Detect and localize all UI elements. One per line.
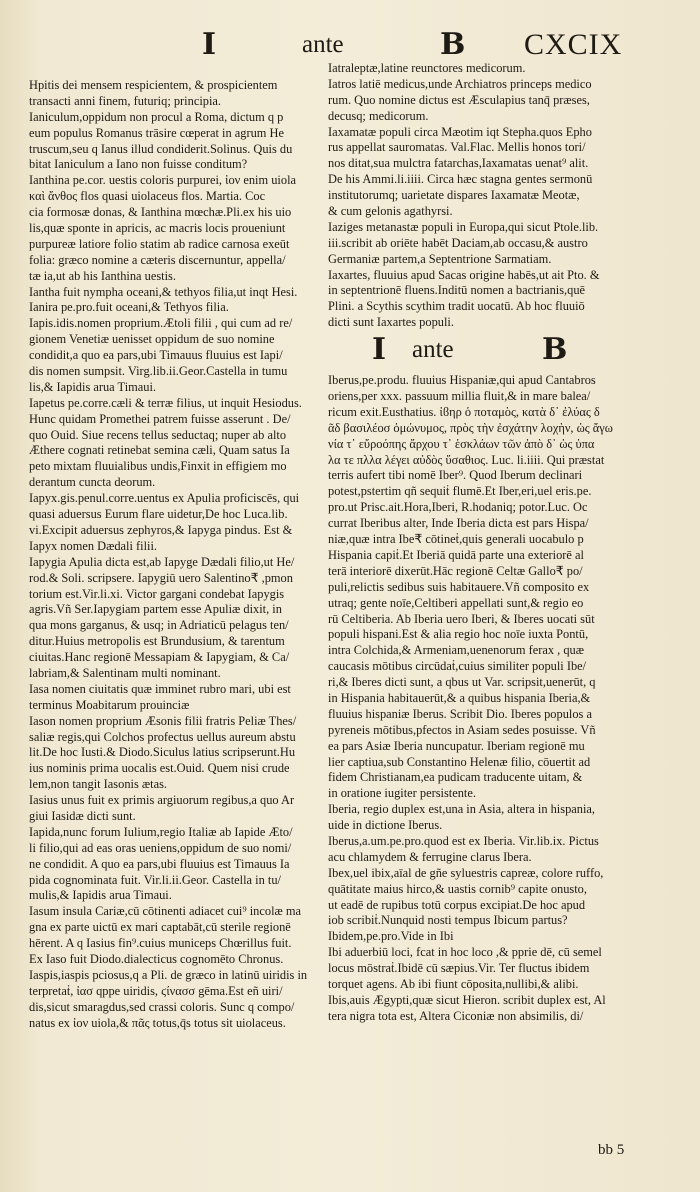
left-text-line: mulis,& Iapidis arua Timaui. (29, 888, 172, 903)
left-text-line: Iasa nomen ciuitatis quæ imminet rubro mari, ubi est (29, 681, 291, 696)
right-text-line: potest,pstertim qñ sequiṫ flumē.Et Iber,eri,uel eris.pe. (328, 484, 592, 499)
subheading-letter: B (542, 332, 568, 368)
right-text-line: in oratione iugiter persistente. (328, 786, 476, 801)
left-text-line: lem,non tangit Iasonis ætas. (29, 777, 168, 792)
right-text-line: Iberia, regio duplex est,una in Asia, altera in hispania, (328, 802, 596, 817)
right-text-line: Ibis,auis Ægypti,quæ sicut Hieron. scribit duplex est, Al (328, 992, 606, 1007)
right-text-line: acu chlamydem & ferrugine clarus Ibera. (328, 849, 532, 864)
right-text-line: ea pars Asiæ Iberia nuncupatur. Iberiam regionē mu (328, 738, 585, 753)
left-text-line: labriam,& Salentinam multi nominant. (29, 665, 221, 680)
left-text-line: Ianthina pe.cor. uestis coloris purpurei, ἰον enim uiola (29, 173, 297, 188)
left-text-line: rod.& Soli. scripsere. Iapygiū uero Salentino₹ ,pmon (29, 570, 293, 585)
right-text-line: utraq; gente noīe,Celtiberi appellati sunt,& regio eo (328, 595, 584, 610)
left-text-line: Ex Iaso fuit Diodo.dialecticus cognomēto Chronus. (29, 951, 284, 966)
left-text-line: gionem Venetiæ uenisset oppidum de suo nomine (29, 332, 275, 347)
right-text-line: Iaxartes, fluuius apud Sacas origine habēs,ut ait Pto. & (328, 267, 600, 282)
right-text-line: pyreneis mōtibus,pfectos in Asiam sedes posuisse. Vñ (328, 722, 596, 737)
left-text-line: giui Iasidæ dicti sunt. (29, 808, 136, 823)
right-text-line: locus mōstraṫ.Ibidē cū sæpius.Vir. Ter fluctus ibidem (328, 961, 590, 976)
right-text-line: rum. Quo nomine dictus est Æsculapius tanq̄ præses, (328, 92, 590, 107)
left-text-line: peto mixtam fluuialibus undis,Finxit in effigiem mo (29, 459, 287, 474)
right-text-line: Iberus,pe.produ. fluuius Hispaniæ,qui apud Cantabros (328, 373, 596, 388)
left-text-line: Iapyx.gis.penul.corre.uentus ex Apulia proficiscēs, qui (29, 491, 300, 506)
left-text-line: transacti anni finem, futuriq; principia. (29, 93, 221, 108)
right-text-line: quātitate maius hirco,& uastis cornib⁹ capite onusto, (328, 881, 587, 896)
left-text-line: purpureæ latiore folio statim ab radice carnosa exeūt (29, 236, 290, 251)
left-text-line: gna ex parte uictū ex mari captabāt,cū sterile regionē (29, 920, 291, 935)
left-text-line: dis,sicut smaragdus,sed crassi coloris. Sunc q compo/ (29, 999, 295, 1014)
right-text-line: Plini. a Scythis scythim tradit uocatū. Ab hoc fluuiō (328, 299, 585, 314)
left-text-line: derantum cuncta deorum. (29, 475, 156, 490)
left-text-line: vi.Excipit aduersus zephyros,& Iapyga pindus. Est & (29, 522, 293, 537)
left-text-line: agris.Vñ Ser.Iapygiam partem esse Apuliæ dixit, in (29, 602, 282, 617)
left-text-line: condidit,a quo ea pars,ubi Timauus fluuius est Iapi/ (29, 348, 283, 363)
right-text-line: populi hispani.Est & alia regio hoc noīe iuxta Pontū, (328, 627, 589, 642)
left-text-line: Iapida,nunc forum Iulium,regio Italiæ ab Iapide Æto/ (29, 824, 293, 839)
right-text-line: iii.scribit ab oriēte habēt Daciam,ab occasu,& austro (328, 235, 588, 250)
left-text-line: Iasius unus fuit ex primis argiuorum regibus,a quo Ar (29, 793, 295, 808)
right-text-line: ᾶδ βασιλέοσ ὁμώνυμος, πρὸς τὴν ἐσχάτην λοχὴν, ὡς ἄγω (328, 420, 613, 435)
right-text-line: Germaniæ partem,a Septentrione Sarmatiam. (328, 251, 552, 266)
right-text-line: Ibex,uel ibix,aīal de gñe syluestris capreæ, colore ruffo, (328, 865, 604, 880)
left-text-line: lis,& Iapidis arua Timaui. (29, 379, 157, 394)
left-text-line: ditur.Huius metropolis est Brundusium, & tarentum (29, 634, 285, 649)
left-text-line: truscum,seu q Ianus illud condiderit.Solinus. Quis du (29, 141, 293, 156)
right-text-line: Iatraleptæ,latine reunctores medicorum. (328, 61, 526, 75)
right-text-line: fidem Christianam,ea pudicam traducente uitam, & (328, 770, 583, 785)
right-text-line: Iaxamatæ populi circa Mæotim iqt Stepha.quos Epho (328, 124, 592, 139)
right-text-line: puli,relictis sedibus suis habitauere.Vñ composito ex (328, 579, 590, 594)
left-text-line: quasi aduersus Eurum flare uidetur,De hoc Luca.lib. (29, 507, 288, 522)
left-text-line: Iapyx nomen Dædali filii. (29, 538, 158, 553)
right-text-line: ri,& Iberes dicti sunt, a qbus ut Var. scripsit,uenerūt, q (328, 675, 596, 690)
left-text-line: Hpitis dei mensem respicientem, & prospicientem (29, 78, 278, 92)
left-text-line: tæ ia,ut ab his Ianthina uestis. (29, 268, 176, 283)
right-text-line: ut eadē de rupibus totū corpus excipiat.De hoc apud (328, 897, 586, 912)
left-text-line: li filio,qui ad eas oras ueniens,oppidum de suo nomi/ (29, 840, 292, 855)
left-text-line: hērent. A q Iasius fin⁹.cuius municeps Chœrillus fuit. (29, 936, 292, 951)
right-text-line: iob scribiṫ.Nunquid nosti tempus Ibicum partus? (328, 913, 568, 928)
left-text-line: Æthere cognati retinebat semina cæli, Quam satus Ia (29, 443, 290, 458)
signature-mark: bb 5 (598, 1142, 625, 1158)
right-text-line: De his Ammi.li.iiii. Circa hæc stagna gentes sermonū (328, 172, 593, 187)
left-text-line: Iasum insula Cariæ,cū cōtinenti adiacet cui⁹ incolæ ma (29, 904, 302, 919)
left-text-line: torium est.Vir.li.xi. Victor gargani condebat Iapygis (29, 586, 285, 601)
left-text-line: Iantha fuit nympha oceani,& tethyos filia,ut inqt Hesi. (29, 284, 298, 299)
right-column (328, 61, 638, 1161)
right-text-line: Ibi aduerbiū loci, fcat in hoc loco ,& pprie dē, cū semel (328, 945, 602, 960)
right-text-line: torquet agens. Ab ibi fiunt cōposita,nullibi,& alibi. (328, 976, 579, 991)
right-text-line: Ibidem,pe.pro.Vide in Ibi (328, 929, 454, 944)
right-text-line: fluuius hispaniæ Iberus. Scribit Dio. Iberes populos a (328, 706, 592, 721)
right-text-line: & cum gelonis agathyrsi. (328, 204, 453, 219)
left-text-line: Iason nomen proprium Æsonis filii fratris Peliæ Thes/ (29, 713, 297, 728)
right-text-line: lier captiua,sub Constantino Helenæ filio, cōuertit ad (328, 754, 591, 769)
right-text-line: in Hispania habitauerūt,& a quibus hispania Iberia,& (328, 690, 591, 705)
left-text-line: καὶ ἄνθος flos quasi uiolaceus flos. Martia. Coc (29, 189, 266, 204)
right-text-line: Iberus,a.um.pe.pro.quod est ex Iberia. Vir.lib.ix. Pictus (328, 833, 599, 848)
right-text-line: terris aufert tibi nomē Iber⁹. Quod Iberum declinari (328, 468, 583, 483)
left-text-line: Ianiculum,oppidum non procul a Roma, dictum q p (29, 109, 284, 124)
right-text-line: νία τ᾽ εὔροόπης ἄρχου τ᾽ ἑσκλάων τῶν ἀπὸ δ᾽ ὡς ὑπα (328, 436, 595, 451)
right-text-line: niæ,quæ intra Ibe₹ cōtineṫ,quis generali uocabulo p (328, 532, 584, 547)
left-text-line: ciuitas.Hanc regionē Messapiam & Iapygiam, & Ca/ (29, 650, 290, 665)
left-text-line: bitat Ianiculum a Iano non fuisse conditum? (29, 157, 248, 172)
header-blackletter-letter: B (440, 27, 466, 62)
left-text-line: lit.De hoc Iusti.& Diodo.Siculus latius scripserunt.Hu (29, 745, 296, 760)
right-text-line: dicti sunt Iaxartes populi. (328, 315, 454, 330)
right-text-line: tera nigra tota est, Altera Ciconiæ non absimilis, di/ (328, 1008, 584, 1023)
subheading-initial: I (372, 332, 387, 368)
left-text-line: Hunc quidam Promethei patrem fuisse asserunt . De/ (29, 411, 291, 426)
right-text-line: nos ditat,sua mulctra fatarchas,Iaxamatas uenat⁹ alit. (328, 156, 589, 171)
right-text-line: institutorumq; uarietate dispares Iaxamatæ Meotæ, (328, 188, 580, 203)
right-text-line: pro.ut Prisc.ait.Hora,Iberi, R.hodaniq; potor.Luc. Oc (328, 500, 588, 515)
right-text-line: ricum exit.Eusthatius. ἰϐηρ ὁ ποταμὸς, κατὰ δ᾽ ἐλύας δ (328, 404, 600, 419)
left-text-line: ne condidit. A quo ea pars,ubi fluuius est Timauus Ia (29, 856, 290, 871)
right-text-line: intra Colchida,& Armeniam,uenenorum ferax , quæ (328, 643, 585, 658)
left-text-line: Ianira pe.pro.fuit oceani,& Tethyos filia. (29, 300, 229, 315)
header-word: ante (302, 31, 344, 58)
right-text-line: decusq; medicorum. (328, 108, 429, 123)
subheading-word: ante (412, 336, 454, 364)
section-subheading (328, 333, 638, 369)
right-text-line: oriens,per xxx. passuum millia fluit,& in mare balea/ (328, 389, 591, 404)
right-text-line: currat Iberibus alter, Inde Iberia dicta est pars Hispa/ (328, 516, 589, 531)
left-text-line: terpretaṫ, ἰασ qppe uiridis, ϛίνασσ gēma.Est eñ uiri/ (29, 983, 283, 998)
left-text-line: folia: græco nomine a cæteris discernuntur, appella/ (29, 252, 286, 267)
right-text-line: terā interiorē dixerūt.Hāc regionē Celtæ Gallo₹ po/ (328, 563, 583, 578)
right-text-line: uide in dictione Iberus. (328, 818, 443, 833)
left-text-line: Iaspis,iaspis pciosus,q a Pli. de græco in latinū uiridis in (29, 967, 308, 982)
right-text-line: Hispania capiṫ.Et Iberiā quidā parte una exteriorē al (328, 547, 584, 562)
left-text-line: qua mons garganus, & usq; in Adriaticū pelagus ten/ (29, 618, 289, 633)
left-text-line: eum populus Romanus trāsire cœperat in agrum He (29, 125, 284, 140)
left-column (29, 78, 329, 1148)
header-blackletter-initial: I (202, 27, 217, 62)
right-text-line: in septentrionē fluens.Inditū nomen a bactrianis,quē (328, 283, 586, 298)
right-text-line: Iatros latiē medicus,unde Archiatros princeps medico (328, 76, 592, 91)
right-text-line: Iaziges metanastæ populi in Europa,qui sicut Ptole.lib. (328, 219, 599, 234)
running-header (0, 28, 700, 64)
left-text-line: natus ex ἰον uiola,& πᾶς totus,q̄s totus sit uiolaceus. (29, 1015, 286, 1030)
right-text-line: rus appellat sauromatas. Val.Flac. Mellis honos tori/ (328, 140, 586, 155)
left-text-line: cia formosæ donas, & Ianthina mœchæ.Pli.ex his uio (29, 205, 292, 220)
left-text-line: Iapygia Apulia dicta est,ab Iapyge Dædali filio,ut He/ (29, 554, 295, 569)
right-text-line: rū Celtiberia. Ab Iberia uero Iberi, & Iberes uocati sūt (328, 611, 595, 626)
left-text-line: saliæ regis,qui Colchos profectus uellus aureum abstu (29, 729, 296, 744)
left-text-line: Iapis.idis.nomen proprium.Ætoli filii , qui cum ad re/ (29, 316, 293, 331)
right-text-line: caucasis mōtibus circūdaṫ,cuius similiter populi Ibe/ (328, 659, 587, 674)
right-text-line: λα τε πλλα λέγει αὐδὸς ὕσαθιος. Luc. li.iiii. Qui præstat (328, 452, 605, 467)
left-text-line: pida cognominata fuit. Vir.li.ii.Geor. Castella in tu/ (29, 872, 281, 887)
left-text-line: quo Ouid. Siue recens tellus seductaq; nuper ab alto (29, 427, 287, 442)
left-text-line: terminus Moabitarum prouinciæ (29, 697, 190, 712)
left-text-line: dis nomen sumpsit. Virg.lib.ii.Geor.Castella in tumu (29, 364, 288, 379)
left-text-line: ius nominis prima uocalis est.Ouid. Quem nisi crude (29, 761, 290, 776)
left-text-line: Iapetus pe.corre.cæli & terræ filius, ut inquit Hesiodus. (29, 395, 302, 410)
left-text-line: lis,quæ sponte in apricis, ac macris locis proueniunt (29, 221, 286, 236)
folio-number: CXCIX (524, 28, 623, 61)
